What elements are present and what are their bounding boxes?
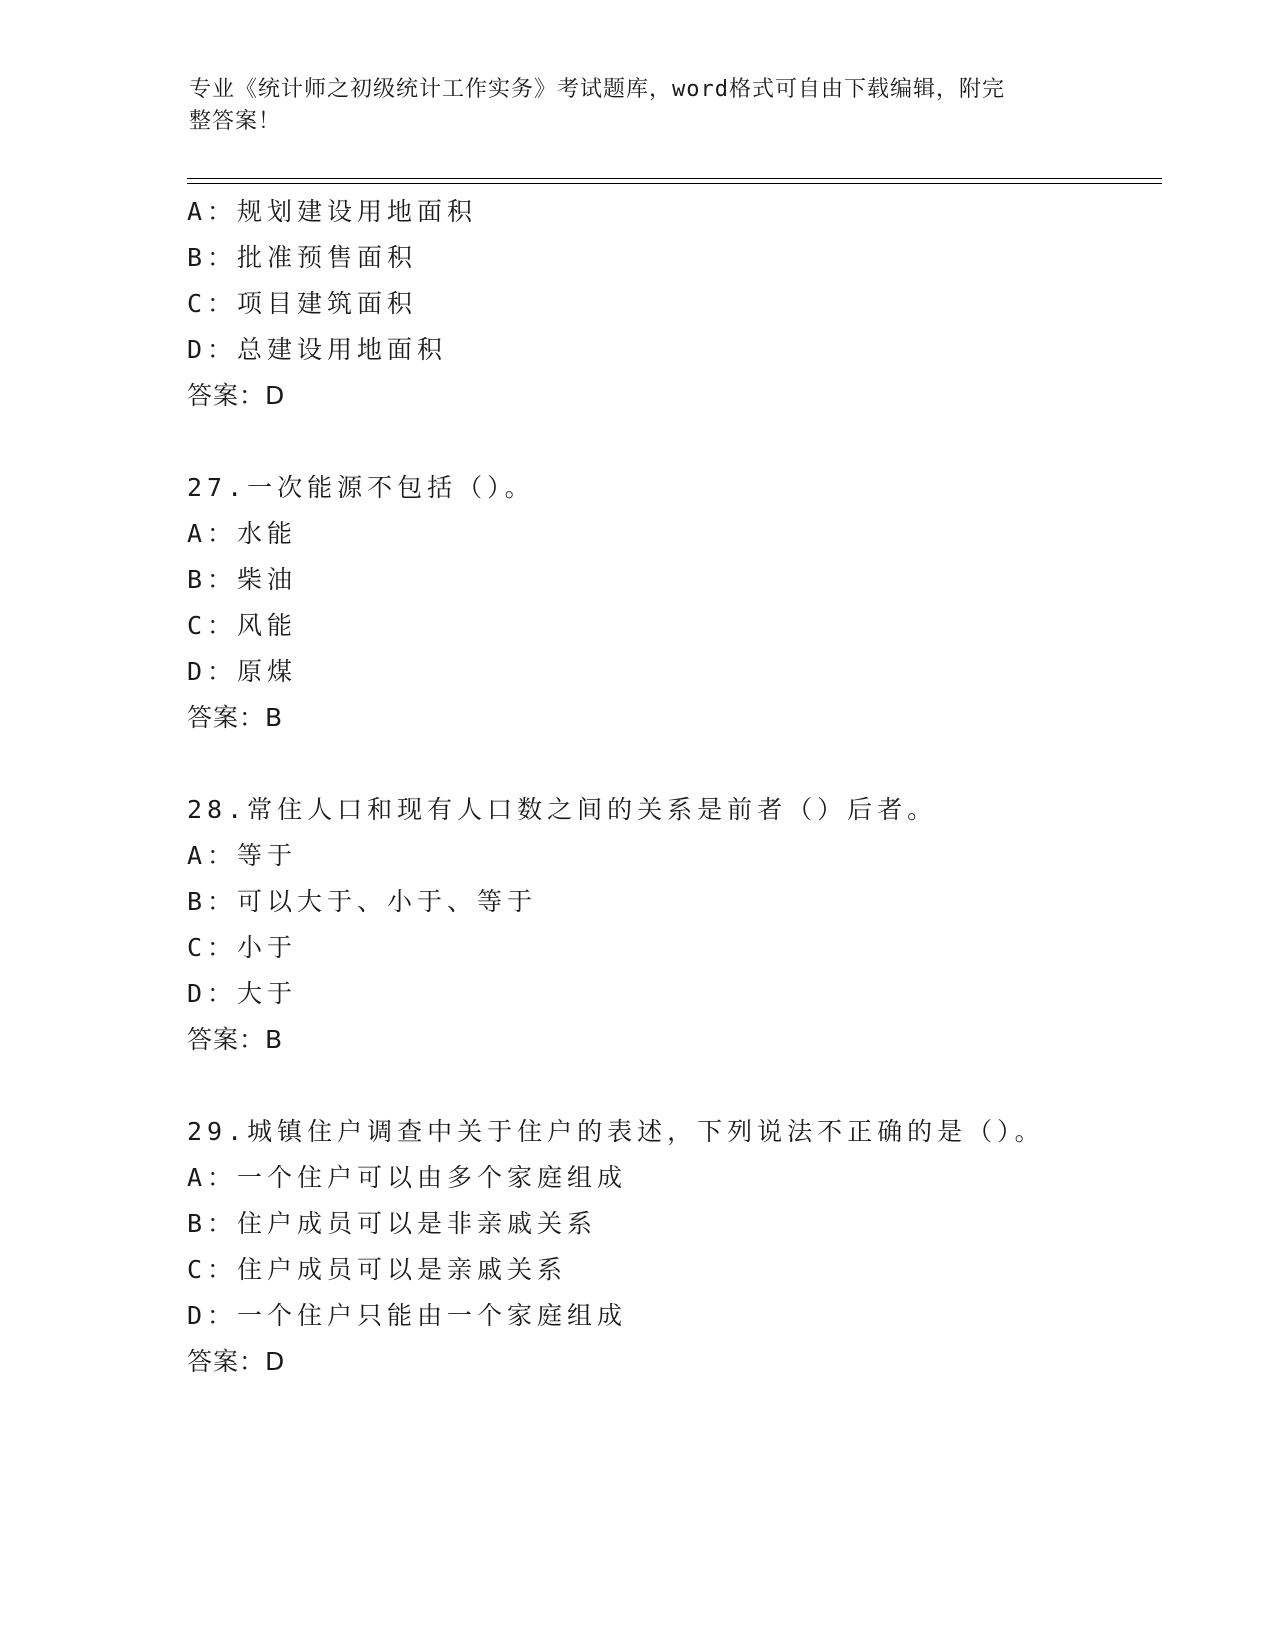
option-a: A：等于 bbox=[187, 841, 298, 870]
intro-line-2: 整答案！ bbox=[189, 109, 282, 134]
question-28-block bbox=[187, 787, 1162, 1063]
option-d: D：总建设用地面积 bbox=[187, 335, 448, 364]
intro-line-1: 专业《统计师之初级统计工作实务》考试题库，word格式可自由下载编辑，附完 bbox=[189, 77, 1005, 102]
question-text: 29.城镇住户调查中关于住户的表述，下列说法不正确的是（）。 bbox=[187, 1117, 1045, 1146]
option-c: C：住户成员可以是亲戚关系 bbox=[187, 1255, 568, 1284]
question-list bbox=[187, 189, 1162, 1385]
answer-label: 答案：B bbox=[187, 1025, 284, 1054]
option-b: B：柴油 bbox=[187, 565, 298, 594]
answer-label: 答案：B bbox=[187, 703, 284, 732]
question-29-block bbox=[187, 1109, 1162, 1385]
option-b: B：批准预售面积 bbox=[187, 243, 418, 272]
question-text: 28.常住人口和现有人口数之间的关系是前者（）后者。 bbox=[187, 795, 938, 824]
spacer bbox=[187, 1063, 1162, 1109]
question-27-block bbox=[187, 465, 1162, 741]
option-c: C：风能 bbox=[187, 611, 298, 640]
spacer bbox=[187, 741, 1162, 787]
answer-label: 答案：D bbox=[187, 381, 286, 410]
option-d: D：大于 bbox=[187, 979, 298, 1008]
option-b: B：住户成员可以是非亲戚关系 bbox=[187, 1209, 598, 1238]
option-c: C：项目建筑面积 bbox=[187, 289, 418, 318]
question-text: 27.一次能源不包括（）。 bbox=[187, 473, 535, 502]
spacer bbox=[187, 419, 1162, 465]
option-a: A：规划建设用地面积 bbox=[187, 197, 478, 226]
option-a: A：水能 bbox=[187, 519, 298, 548]
option-d: D：一个住户只能由一个家庭组成 bbox=[187, 1301, 628, 1330]
option-c: C：小于 bbox=[187, 933, 298, 962]
option-d: D：原煤 bbox=[187, 657, 298, 686]
option-b: B：可以大于、小于、等于 bbox=[187, 887, 538, 916]
question-26-block bbox=[187, 189, 1162, 419]
header-divider bbox=[187, 178, 1162, 184]
document-intro bbox=[189, 74, 1069, 138]
option-a: A：一个住户可以由多个家庭组成 bbox=[187, 1163, 628, 1192]
answer-label: 答案：D bbox=[187, 1347, 286, 1376]
